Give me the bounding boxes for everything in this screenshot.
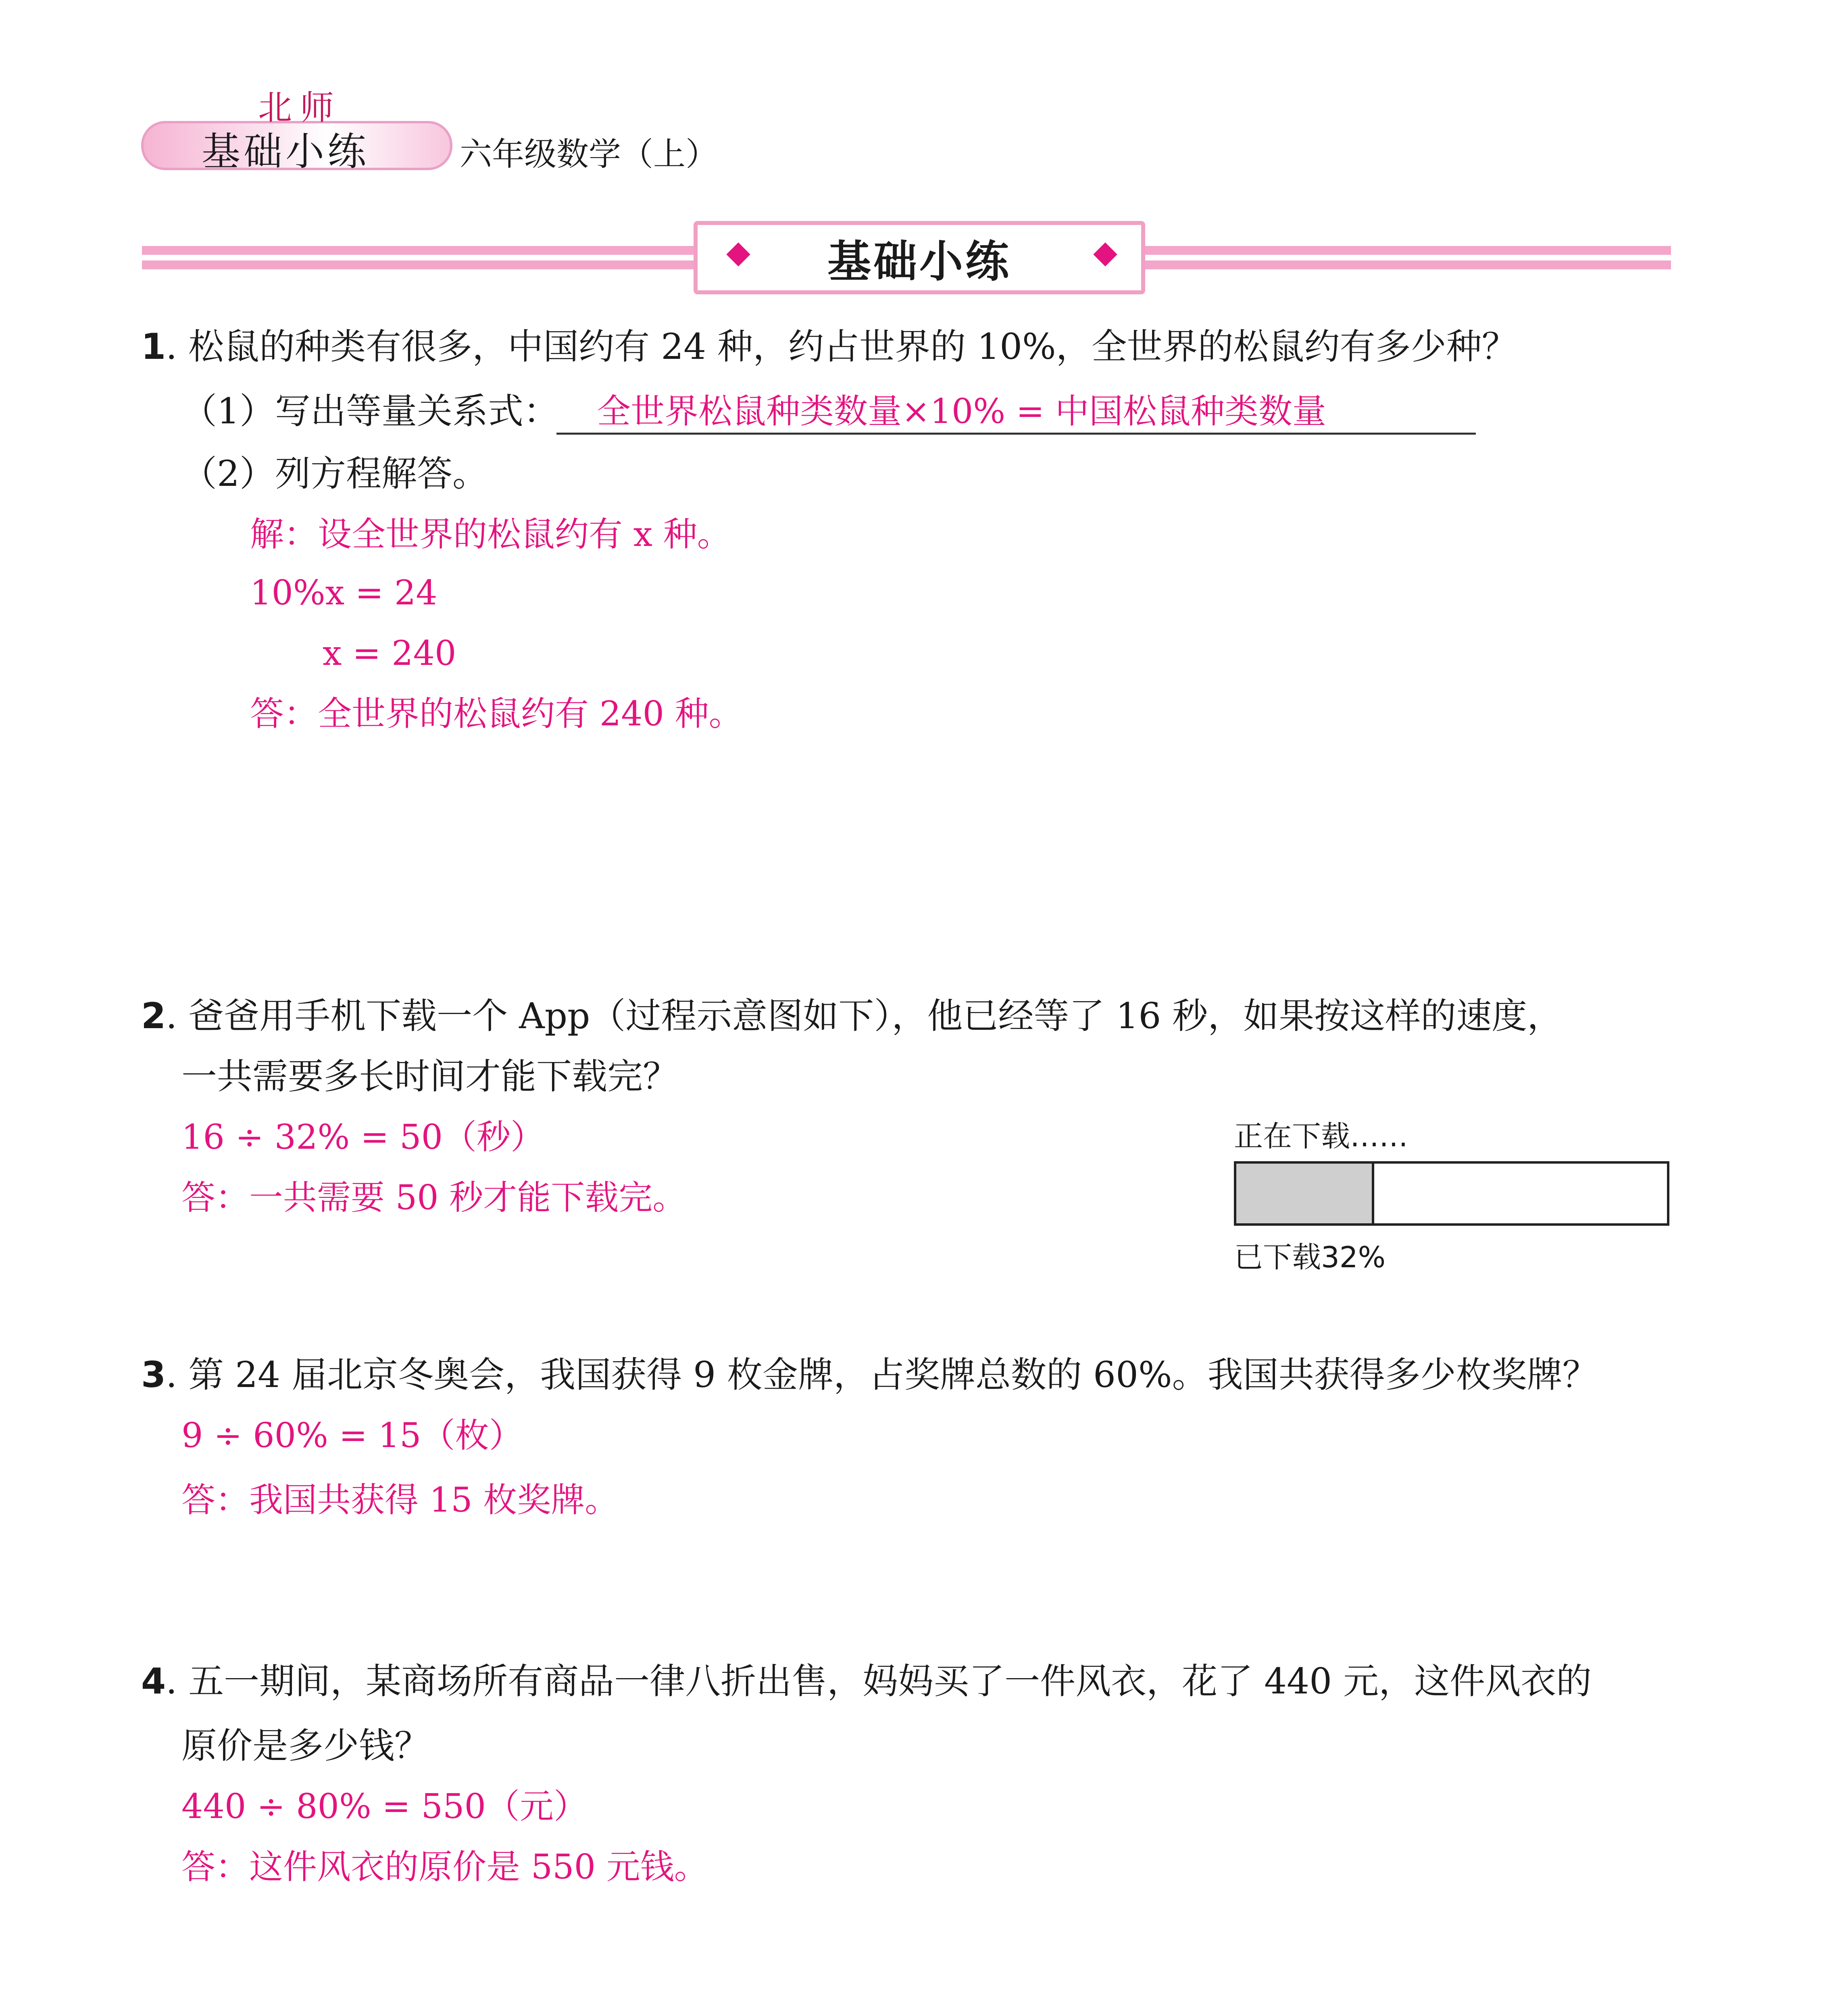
- q4-answer-line-2: 答：这件风衣的原价是 550 元钱。: [181, 1847, 708, 1887]
- question-2: [141, 992, 1563, 1040]
- q3-answer-line-1: 9 ÷ 60% = 15（枚）: [181, 1416, 523, 1455]
- question-number: 1: [141, 326, 166, 367]
- question-number: 4: [141, 1660, 166, 1702]
- q1-solution-line-4: 答：全世界的松鼠约有 240 种。: [250, 694, 743, 733]
- q3-answer-line-2: 答：我国共获得 15 枚奖牌。: [181, 1480, 619, 1520]
- q1-solution-line-3: x = 240: [323, 633, 456, 673]
- question-number: 3: [141, 1354, 166, 1395]
- question-text: . 爸爸用手机下载一个 App（过程示意图如下），他已经等了 16 秒，如果按这样的速度，: [166, 995, 1563, 1037]
- question-text: . 松鼠的种类有很多，中国约有 24 种，约占世界的 10%，全世界的松鼠约有多少种？: [166, 326, 1517, 367]
- question-4: [141, 1657, 1592, 1706]
- subject-title: 六年级数学（上）: [460, 135, 718, 173]
- question-4-line-2: 原价是多少钱？: [181, 1725, 430, 1766]
- section-title-box: [694, 221, 1145, 294]
- q1-part-2-label: （2）列方程解答。: [181, 453, 488, 494]
- brand-top-text: 北师: [258, 88, 342, 127]
- question-1: [141, 323, 1517, 371]
- q4-answer-line-1: 440 ÷ 80% = 550（元）: [181, 1787, 588, 1826]
- q1-solution-line-2: 10%x = 24: [250, 573, 438, 612]
- q1-solution-line-1: 解：设全世界的松鼠约有 x 种。: [250, 514, 731, 554]
- question-text: . 五一期间，某商场所有商品一律八折出售，妈妈买了一件风衣，花了 440 元，这件风衣的: [166, 1660, 1592, 1702]
- question-number: 2: [141, 995, 166, 1037]
- downloaded-label: 已下载32%: [1234, 1240, 1386, 1274]
- section-title: 基础小练: [827, 236, 1011, 287]
- download-progress-fill: [1236, 1164, 1374, 1223]
- q1-part-1-answer: 全世界松鼠种类数量×10% = 中国松鼠种类数量: [556, 387, 1476, 435]
- q2-answer-line-1: 16 ÷ 32% = 50（秒）: [181, 1117, 545, 1157]
- download-progress-bar: [1234, 1161, 1669, 1226]
- question-text: . 第 24 届北京冬奥会，我国获得 9 枚金牌，占奖牌总数的 60%。我国共获得多少枚奖牌？: [166, 1354, 1598, 1395]
- question-3: [141, 1351, 1598, 1399]
- brand-title: 基础小练: [202, 129, 369, 174]
- question-2-line-2: 一共需要多长时间才能下载完？: [181, 1056, 679, 1097]
- q2-answer-line-2: 答：一共需要 50 秒才能下载完。: [181, 1178, 687, 1217]
- q1-part-1-label: （1）写出等量关系式：: [181, 390, 559, 432]
- downloading-label: 正在下载……: [1234, 1119, 1408, 1153]
